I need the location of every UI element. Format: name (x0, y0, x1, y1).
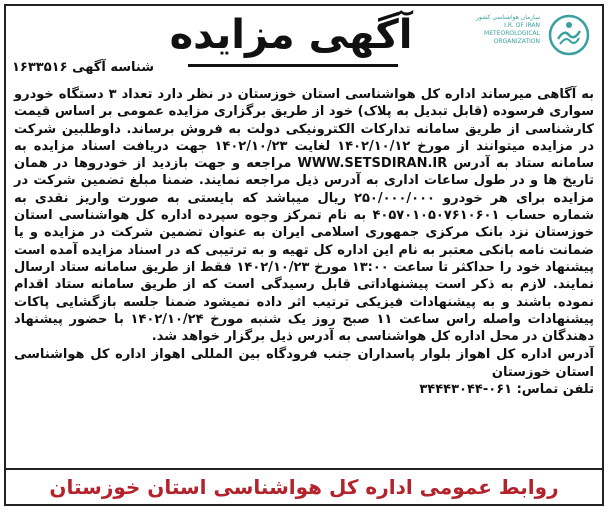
ad-id-label: شناسه آگهی ۱۶۳۳۵۱۶ (12, 60, 154, 75)
ad-address: آدرس اداره کل اهواز بلوار پاسداران جنب فرودگاه بین المللی اهواز اداره کل هواشناسی استان خوزستان (14, 347, 594, 380)
meteorology-logo-icon (546, 12, 592, 58)
ad-footer (6, 468, 602, 504)
meteorological-organization-logo (462, 10, 592, 60)
footer-public-relations: روابط عمومی اداره کل هواشناسی استان خوزستان (49, 475, 559, 499)
auction-advertisement (4, 4, 604, 506)
logo-text-en-3: ORGANIZATION (493, 38, 540, 45)
ad-phone: تلفن تماس: ۰۶۱-۳۴۴۴۳۰۴۴ (419, 382, 594, 398)
ad-title: آگهی مزایده (169, 12, 413, 58)
logo-caption (462, 14, 540, 46)
logo-text-fa: سازمان هواشناسی کشور (476, 14, 540, 21)
title-underline (188, 64, 398, 67)
logo-text-en-1: I.R. OF IRAN (504, 22, 540, 29)
ad-header (6, 6, 602, 84)
ad-body (14, 86, 594, 398)
logo-text-en-2: METEOROLOGICAL (484, 30, 540, 37)
ad-main-paragraph: به آگاهی میرساند اداره کل هواشناسی استان خوزستان در نظر دارد تعداد ۳ دستگاه خودرو سواری فرسوده (قابل تبدیل به پلاک) خود از طریق برگزاری مزایده عمومی بر اساس قیمت کارشناسی از طریق سامانه تدارکات الکترونیکی دولت به فروش برساند. داوطلبین شرکت در مزایده میتوانند از مورخ ۱۴۰۲/۱۰/۱۲ لغایت ۱۴۰۲/۱۰/۲۳ جهت دریافت اسناد مزایده به سامانه ستاد به آدرس WWW.SETSDIRAN.IR مراجعه و جهت بازدید از خودروها در همان تاریخ ها و در طول ساعات اداری به آدرس ذیل مراجعه نمایند. ضمنا مبلغ تضمین شرکت در مزایده برای هر خودرو ۲۵۰/۰۰۰/۰۰۰ ریال میباشد که بایستی به صورت واریز نقدی به شماره حساب ۴۰۵۷۰۱۰۵۰۷۶۱۰۶۰۱ به نام تمرکز وجوه سپرده اداره کل هواشناسی استان خوزستان نزد بانک مرکزی جمهوری اسلامی ایران به عنوان تضمین شرکت در مزایده و یا ضمانت نامه بانکی معتبر به نام این اداره کل تهیه و به ترتیبی که در اسناد مزایده آمده است پیشنهاد خود را حداکثر تا ساعت ۱۳:۰۰ مورخ ۱۴۰۲/۱۰/۲۳ فقط از طریق سامانه ستاد ارسال نمایند. لازم به ذکر است پیشنهاداتی قابل رسیدگی است که از طریق سامانه ستاد اقدام نموده باشند و به پیشنهادات فیزیکی ترتیب اثر داده نمیشود ضمنا جلسه بازگشایی پاکات پیشنهادات واصله راس ساعت ۱۱ صبح روز یک شنبه مورخ ۱۴۰۲/۱۰/۲۴ با حضور پیشنهاد دهندگان در محل اداره کل هواشناسی به آدرس ذیل برگزار خواهد شد. (14, 87, 595, 345)
